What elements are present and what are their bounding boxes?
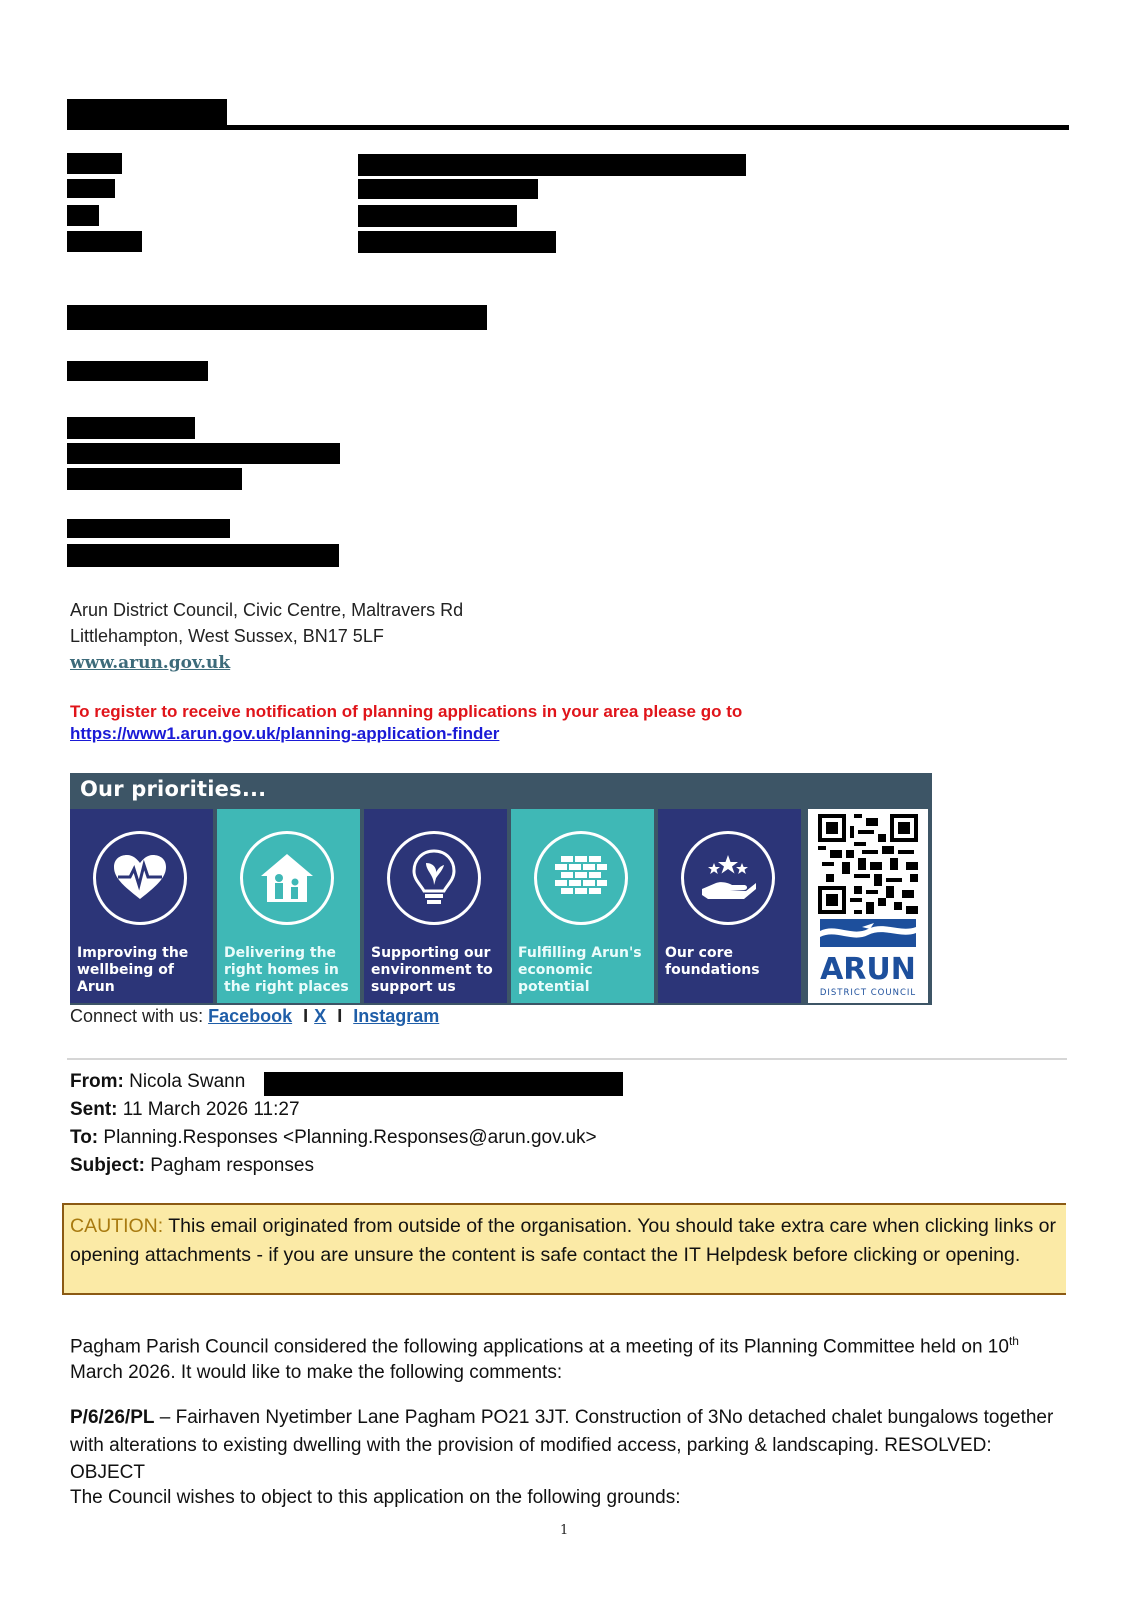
logo-text: ARUN <box>820 952 916 987</box>
redacted-line <box>67 443 340 464</box>
brick-wall-icon <box>534 831 628 925</box>
sent-label: Sent: <box>70 1099 118 1120</box>
priority-label: Fulfilling Arun's economic potential <box>518 945 642 995</box>
para1-text: Pagham Parish Council considered the following applications at a meeting of its Planning Committee held on 10 <box>70 1336 1009 1358</box>
priorities-banner <box>70 773 932 1005</box>
application-text: – Fairhaven Nyetimber Lane Pagham PO21 3JT. Construction of 3No detached chalet bungalows together with alterations to existing dwelling with the provision of modified access, parking & landscaping. RESOLVED: OBJECT <box>70 1407 1054 1483</box>
qr-logo-panel <box>808 809 928 1003</box>
redacted-field-label <box>67 205 99 226</box>
logo-subtext: DISTRICT COUNCIL <box>819 988 917 998</box>
to-value: Planning.Responses <Planning.Responses@arun.gov.uk> <box>103 1127 597 1148</box>
heart-pulse-icon <box>93 831 187 925</box>
redacted-field-value <box>358 205 517 227</box>
page-number: 1 <box>560 1523 569 1538</box>
redacted-field-value <box>358 154 746 176</box>
website-link[interactable]: www.arun.gov.uk <box>70 653 231 673</box>
redacted-field-label <box>67 231 142 252</box>
body-paragraph-1 <box>70 1328 1060 1386</box>
qr-code-icon <box>818 814 918 914</box>
caution-prefix: CAUTION: <box>70 1215 164 1237</box>
redacted-header-name <box>67 99 227 126</box>
lightbulb-leaf-icon <box>387 831 481 925</box>
notice-text: To register to receive notification of planning applications in your area please go to <box>70 702 743 721</box>
facebook-link[interactable]: Facebook <box>208 1006 293 1026</box>
redacted-line <box>67 417 195 439</box>
caution-text <box>70 1212 1060 1269</box>
link-separator: I <box>303 1006 309 1026</box>
redacted-field-label <box>67 179 115 198</box>
application-ref: P/6/26/PL <box>70 1407 155 1428</box>
redacted-field-value <box>358 179 538 199</box>
planning-notice <box>70 701 742 745</box>
redacted-field-value <box>358 231 556 253</box>
priority-tile-homes <box>217 809 360 1003</box>
from-label: From: <box>70 1071 124 1092</box>
priority-label: Improving the wellbeing of Arun <box>77 945 189 995</box>
priority-label: Delivering the right homes in the right places <box>224 945 349 995</box>
subject-value: Pagham responses <box>150 1155 314 1176</box>
redacted-line <box>67 544 339 567</box>
redacted-line <box>67 361 208 381</box>
header-rule <box>67 125 1069 130</box>
x-link[interactable]: X <box>314 1006 327 1026</box>
priority-label: Our core foundations <box>665 945 760 978</box>
caution-banner <box>62 1203 1066 1295</box>
arun-logo <box>816 919 920 999</box>
link-separator: I <box>337 1006 343 1026</box>
connect-with-us <box>70 1006 439 1027</box>
address-line-1: Arun District Council, Civic Centre, Maltravers Rd <box>70 600 464 620</box>
signature-block <box>70 597 463 676</box>
subject-label: Subject: <box>70 1155 145 1176</box>
hand-stars-icon <box>681 831 775 925</box>
redacted-line <box>67 468 242 490</box>
para3-text: The Council wishes to object to this application on the following grounds: <box>70 1487 681 1508</box>
planning-finder-link[interactable]: https://www1.arun.gov.uk/planning-application-finder <box>70 724 500 743</box>
redacted-email-address <box>264 1072 623 1096</box>
redacted-field-label <box>67 153 122 174</box>
body-paragraph-3 <box>70 1485 1060 1511</box>
instagram-link[interactable]: Instagram <box>353 1006 440 1026</box>
caution-message: This email originated from outside of the organisation. You should take extra care when clicking links or opening attachments - if you are unsure the content is safe contact the IT Helpdesk before clicking or opening. <box>70 1215 1056 1266</box>
priority-tile-foundations <box>658 809 801 1003</box>
redacted-line <box>67 305 487 330</box>
connect-label: Connect with us: <box>70 1006 204 1026</box>
body-application <box>70 1404 1060 1487</box>
para1-text-cont: March 2026. It would like to make the following comments: <box>70 1362 563 1384</box>
sent-value: 11 March 2026 11:27 <box>122 1099 300 1120</box>
from-value: Nicola Swann <box>129 1071 246 1092</box>
house-family-icon <box>240 831 334 925</box>
para1-superscript: th <box>1008 1334 1019 1348</box>
priority-tile-environment <box>364 809 507 1003</box>
section-divider <box>67 1058 1067 1060</box>
to-label: To: <box>70 1127 99 1148</box>
priority-tile-wellbeing <box>70 809 213 1003</box>
address-line-2: Littlehampton, West Sussex, BN17 5LF <box>70 626 384 646</box>
priority-tile-economy <box>511 809 654 1003</box>
priority-label: Supporting our environment to support us <box>371 945 493 995</box>
banner-title: Our priorities... <box>80 777 267 801</box>
redacted-line <box>67 519 230 538</box>
